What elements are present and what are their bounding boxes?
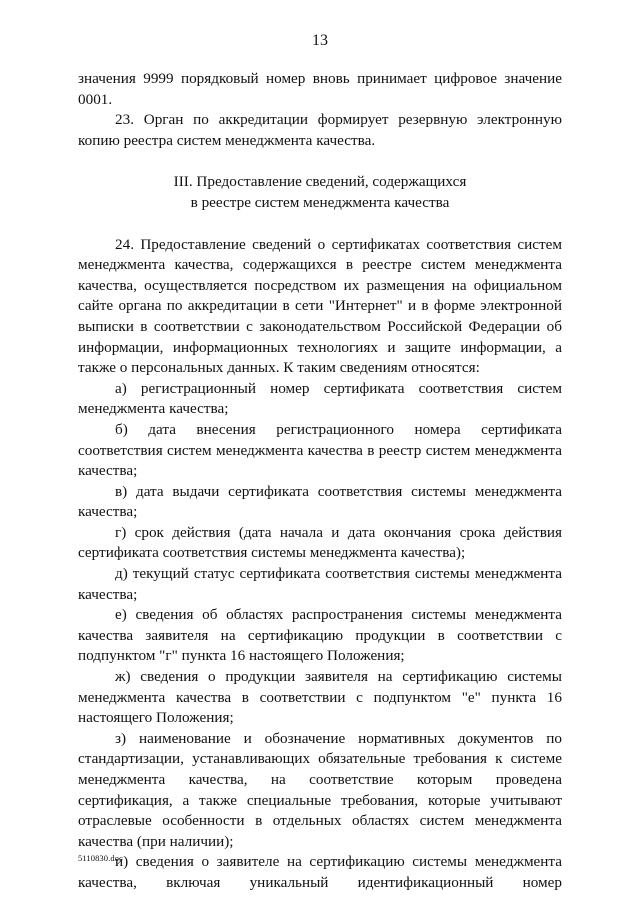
paragraph-subitem-v: в) дата выдачи сертификата соответствия системы менеджмента качества; [78, 482, 562, 521]
section-heading [78, 172, 562, 213]
paragraph-subitem-e: е) сведения об областях распространения системы менеджмента качества заявителя на сертификацию продукции в соответствии с подпунктом "г" пункта 16 настоящего Положения; [78, 606, 562, 665]
paragraph-subitem-i: и) сведения о заявителе на сертификацию системы менеджмента качества, включая уникальный идентификационный номер [78, 853, 562, 891]
paragraph-subitem-a: а) регистрационный номер сертификата соответствия систем менеджмента качества; [78, 379, 562, 418]
section-heading-line-2: в реестре систем менеджмента качества [190, 193, 450, 211]
paragraph-subitem-z: з) наименование и обозначение нормативных документов по стандартизации, устанавливающих обязательные требования к системе менеджмента качества, на соответствие которым проведена сертификация, а также специальные требования, которые учитывают отраслевые особенности в отдельных областях систем менеджмента качества (при наличии); [78, 729, 562, 850]
paragraph-subitem-g: г) срок действия (дата начала и дата окончания срока действия сертификата соответствия системы менеджмента качества); [78, 523, 562, 562]
document-body [78, 69, 562, 894]
paragraph-subitem-zh: ж) сведения о продукции заявителя на сертификацию системы менеджмента качества в соответствии с подпунктом "е" пункта 16 настоящего Положения; [78, 668, 562, 727]
paragraph-continuation: значения 9999 порядковый номер вновь принимает цифровое значение 0001. [78, 70, 562, 108]
paragraph-item-23: 23. Орган по аккредитации формирует резервную электронную копию реестра систем менеджмента качества. [78, 111, 562, 149]
paragraph-subitem-b: б) дата внесения регистрационного номера сертификата соответствия систем менеджмента качества в реестр систем менеджмента качества; [78, 420, 562, 480]
paragraph-subitem-d: д) текущий статус сертификата соответствия системы менеджмента качества; [78, 565, 562, 603]
footer-document-code: 5110830.doc [78, 853, 123, 863]
section-heading-line-1: III. Предоставление сведений, содержащихся [173, 173, 467, 191]
paragraph-item-24: 24. Предоставление сведений о сертификатах соответствия систем менеджмента качества, содержащихся в реестре систем менеджмента качества, осуществляется посредством их размещения на официальном сайте органа по аккредитации в сети "Интернет" и в форме электронной выписки в соответствии с законодательством Российской Федерации об информации, информационных технологиях и защите информации, а также о персональных данных. К таким сведениям относятся: [78, 235, 562, 377]
page-number: 13 [312, 32, 328, 49]
